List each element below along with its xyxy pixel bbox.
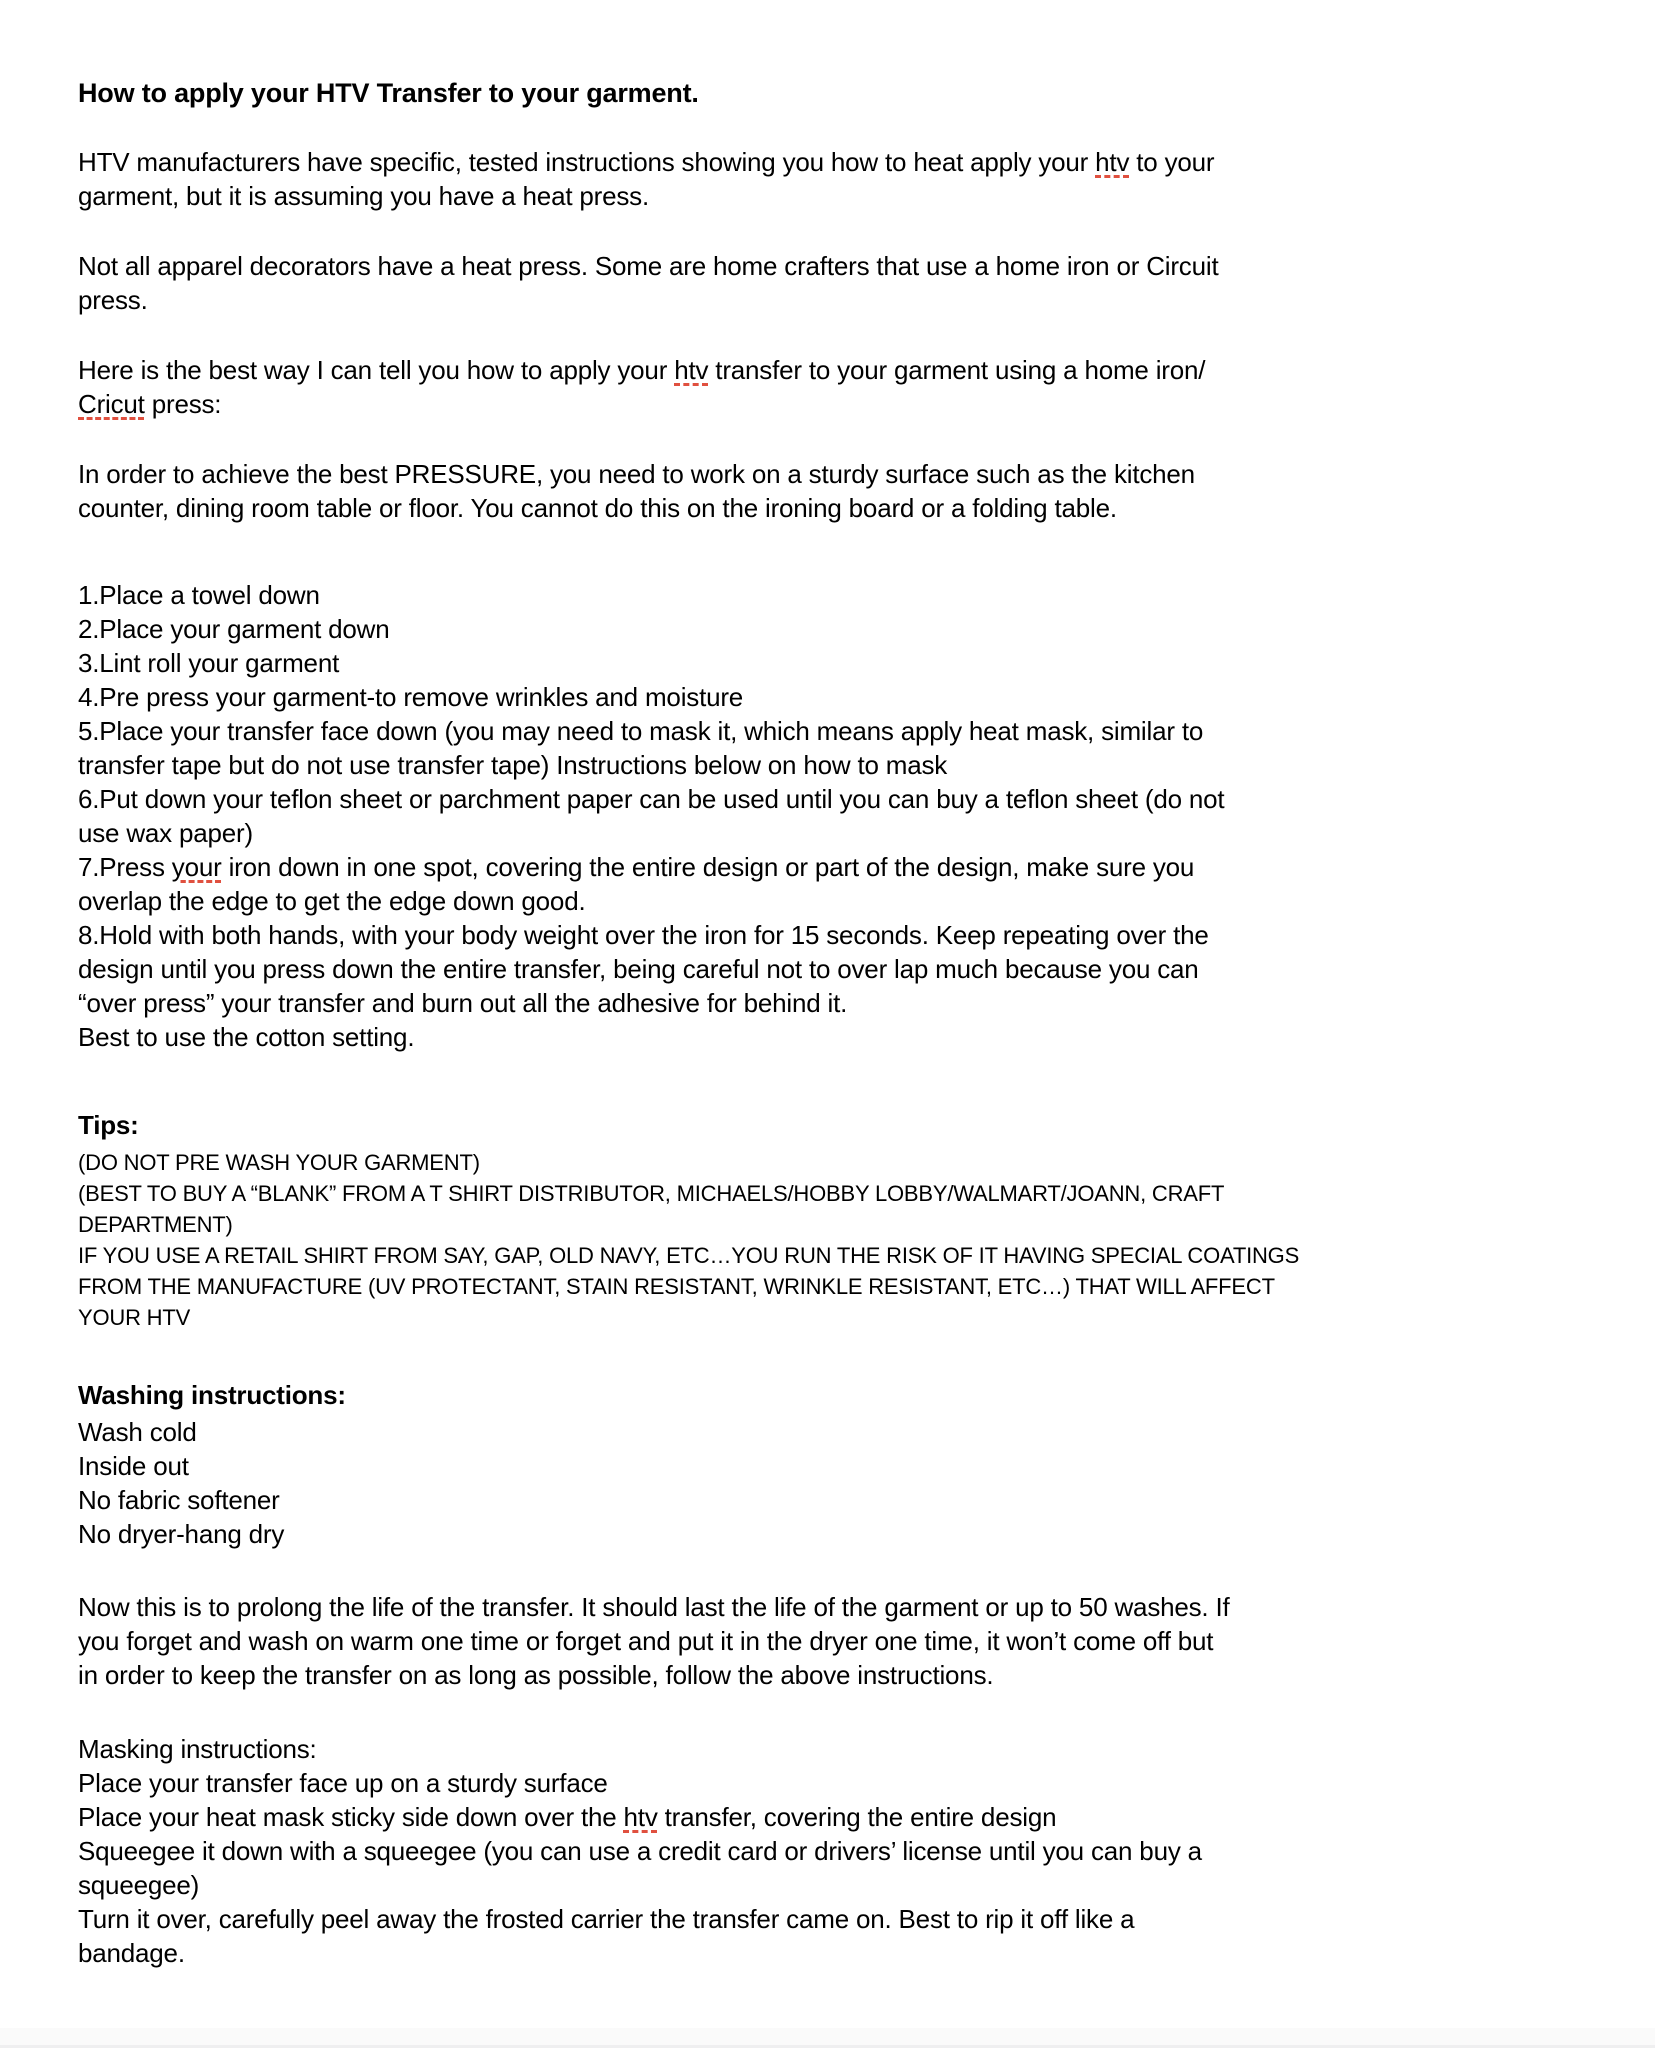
masking-line: Squeegee it down with a squeegee (you can use a credit card or drivers’ license until you can buy a [78,1836,1202,1866]
paragraph-pressure [78,457,1597,525]
tip-line: DEPARTMENT) [78,1212,233,1237]
paragraph-decorators [78,249,1597,317]
step-1: 1.Place a towel down [78,580,320,610]
masking-line: squeegee) [78,1870,200,1900]
step-2: 2.Place your garment down [78,614,390,644]
text-line [78,387,1597,421]
flagged-word-your: your [171,852,222,882]
cotton-setting-note: Best to use the cotton setting. [78,1022,415,1052]
tip-line: IF YOU USE A RETAIL SHIRT FROM SAY, GAP, OLD NAVY, ETC…YOU RUN THE RISK OF IT HAVING SPECIAL COATINGS [78,1243,1300,1268]
masking-line: bandage. [78,1938,185,1968]
tip-line: YOUR HTV [78,1305,191,1330]
misspelled-word-htv: htv [674,355,709,385]
tip-line: (BEST TO BUY A “BLANK” FROM A T SHIRT DISTRIBUTOR, MICHAELS/HOBBY LOBBY/WALMART/JOANN, CRAFT [78,1181,1225,1206]
text-line [78,353,1597,387]
document-title: How to apply your HTV Transfer to your garment. [78,78,699,108]
washing-heading: Washing instructions: [78,1380,346,1410]
misspelled-word-htv: htv [623,1802,658,1832]
masking-heading: Masking instructions: [78,1734,317,1764]
text-line: Not all apparel decorators have a heat press. Some are home crafters that use a home iron or Circuit [78,251,1219,281]
text-segment: Here is the best way I can tell you how to apply your [78,355,675,385]
step-8: 8.Hold with both hands, with your body weight over the iron for 15 seconds. Keep repeating over the [78,920,1209,950]
numbered-steps-list [78,578,1597,1054]
step-7-continued: overlap the edge to get the edge down good. [78,886,586,916]
step-6-continued: use wax paper) [78,818,253,848]
step-3: 3.Lint roll your garment [78,648,340,678]
paragraph-best-way [78,353,1597,421]
misspelled-word-htv: htv [1095,147,1130,177]
paragraph-manufacturers [78,145,1597,213]
text-line: in order to keep the transfer on as long as possible, follow the above instructions. [78,1660,994,1690]
washing-list [78,1415,1597,1551]
text-line: press. [78,285,148,315]
step-8-continued: “over press” your transfer and burn out all the adhesive for behind it. [78,988,848,1018]
misspelled-word-cricut: Cricut [78,389,145,419]
tip-line: FROM THE MANUFACTURE (UV PROTECTANT, STAIN RESISTANT, WRINKLE RESISTANT, ETC…) THAT WILL AFFECT [78,1274,1275,1299]
text-line: In order to achieve the best PRESSURE, you need to work on a sturdy surface such as the kitchen [78,459,1195,489]
masking-line: Turn it over, carefully peel away the frosted carrier the transfer came on. Best to rip it off like a [78,1904,1135,1934]
text-segment: transfer to your garment using a home iron/ [708,355,1206,385]
window-bottom-bar [0,2028,1655,2048]
text-segment: press: [144,389,222,419]
washing-line: No dryer-hang dry [78,1519,285,1549]
step-5-continued: transfer tape but do not use transfer tape) Instructions below on how to mask [78,750,948,780]
tips-list [78,1147,1597,1333]
text-segment: transfer, covering the entire design [657,1802,1057,1832]
step-4: 4.Pre press your garment-to remove wrinkles and moisture [78,682,744,712]
washing-line: Wash cold [78,1417,197,1447]
masking-line: Place your transfer face up on a sturdy surface [78,1768,608,1798]
text-segment: Place your heat mask sticky side down over the [78,1802,624,1832]
tips-heading: Tips: [78,1110,139,1140]
step-7 [78,850,1597,884]
paragraph-longevity [78,1590,1597,1692]
document-content [78,0,1597,1970]
masking-line [78,1800,1597,1834]
masking-section [78,1732,1597,1970]
text-line: you forget and wash on warm one time or forget and put it in the dryer one time, it won’t come off but [78,1626,1214,1656]
text-segment: HTV manufacturers have specific, tested instructions showing you how to heat apply your [78,147,1096,177]
text-line [78,145,1597,179]
text-line: counter, dining room table or floor. You cannot do this on the ironing board or a folding table. [78,493,1117,523]
text-line: garment, but it is assuming you have a heat press. [78,181,649,211]
text-segment: iron down in one spot, covering the entire design or part of the design, make sure you [221,852,1195,882]
washing-line: No fabric softener [78,1485,280,1515]
text-segment: to your [1129,147,1215,177]
washing-line: Inside out [78,1451,189,1481]
tip-line: (DO NOT PRE WASH YOUR GARMENT) [78,1150,480,1175]
text-segment: 7.Press [78,852,172,882]
text-line: Now this is to prolong the life of the transfer. It should last the life of the garment or up to 50 washes. If [78,1592,1230,1622]
step-5: 5.Place your transfer face down (you may need to mask it, which means apply heat mask, similar to [78,716,1204,746]
step-6: 6.Put down your teflon sheet or parchment paper can be used until you can buy a teflon sheet (do not [78,784,1225,814]
step-8-continued: design until you press down the entire transfer, being careful not to over lap much because you can [78,954,1199,984]
